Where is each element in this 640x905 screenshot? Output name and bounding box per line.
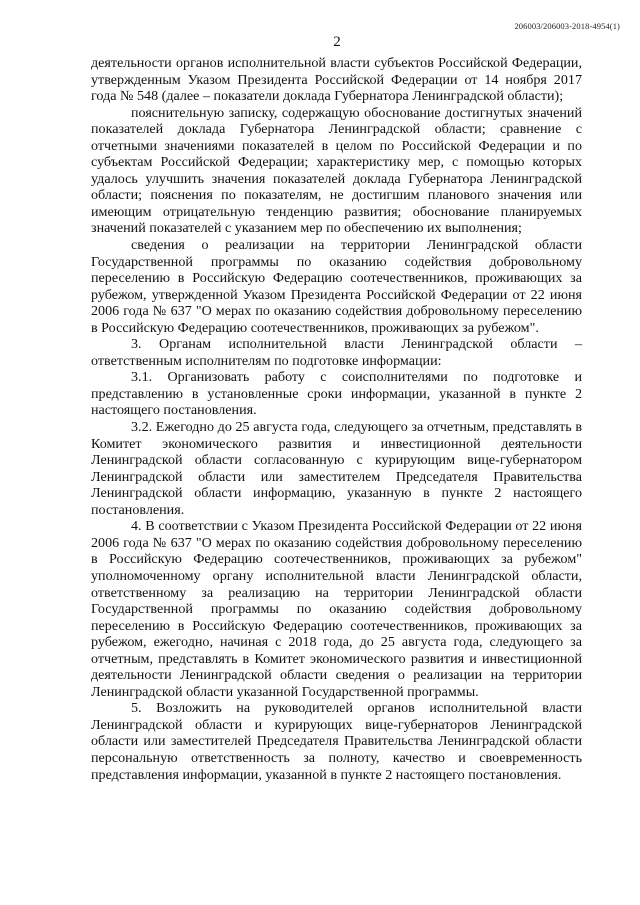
document-body — [91, 55, 582, 783]
page-number: 2 — [333, 34, 341, 50]
paragraph-continuation: деятельности органов исполнительной власти субъектов Российской Федерации, утвержденным Указом Президента Российской Федерации от 14 ноября 2017 года № 548 (далее – показатели доклада Губернатора Ленинградской области); — [91, 55, 582, 105]
document-registration-number: 206003/206003-2018-4954(1) — [514, 21, 620, 31]
paragraph-item-3: 3. Органам исполнительной власти Ленинградской области – ответственным исполнителям по подготовке информации: — [91, 336, 582, 369]
paragraph-explanatory-note: пояснительную записку, содержащую обоснование достигнутых значений показателей доклада Губернатора Ленинградской области; сравнение с отчетными значениями показателей в целом по Российской Федерации и по субъектам Российской Федерации; характеристику мер, с помощью которых удалось улучшить значения показателей доклада Губернатора Ленинградской области; пояснения по показателям, не достигшим планового значения или имеющим отрицательную тенденцию развития; обоснование планируемых значений показателей с указанием мер по обеспечению их выполнения; — [91, 104, 582, 237]
paragraph-item-5: 5. Возложить на руководителей органов исполнительной власти Ленинградской области и курирующих вице-губернаторов Ленинградской области или заместителей Председателя Правительства Ленинградской области персональную ответственность за полноту, качество и своевременность представления информации, указанной в пункте 2 настоящего постановления. — [91, 700, 582, 783]
paragraph-item-4: 4. В соответствии с Указом Президента Российской Федерации от 22 июня 2006 года № 637 "О мерах по оказанию содействия добровольному переселению в Российскую Федерацию соотечественников, проживающих за рубежом" уполномоченному органу исполнительной власти Ленинградской области, ответственному за реализацию на территории Ленинградской области Государственной программы по оказанию содействия добровольному переселению в Российскую Федерацию соотечественников, проживающих за рубежом, ежегодно, начиная с 2018 года, до 25 августа года, следующего за отчетным, представлять в Комитет экономического развития и инвестиционной деятельности Ленинградской области сведения о реализации на территории Ленинградской области указанной Государственной программы. — [91, 518, 582, 700]
paragraph-item-3-2: 3.2. Ежегодно до 25 августа года, следующего за отчетным, представлять в Комитет экономического развития и инвестиционной деятельности Ленинградской области согласованную с курирующим вице-губернатором Ленинградской области или заместителем Председателя Правительства Ленинградской области информацию, указанную в пункте 2 настоящего постановления. — [91, 419, 582, 518]
paragraph-item-3-1: 3.1. Организовать работу с соисполнителями по подготовке и представлению в установленные сроки информации, указанной в пункте 2 настоящего постановления. — [91, 369, 582, 419]
paragraph-program-info: сведения о реализации на территории Ленинградской области Государственной программы по оказанию содействия добровольному переселению в Российскую Федерацию соотечественников, проживающих за рубежом, утвержденной Указом Президента Российской Федерации от 22 июня 2006 года № 637 "О мерах по оказанию содействия добровольному переселению в Российскую Федерацию соотечественников, проживающих за рубежом". — [91, 237, 582, 336]
